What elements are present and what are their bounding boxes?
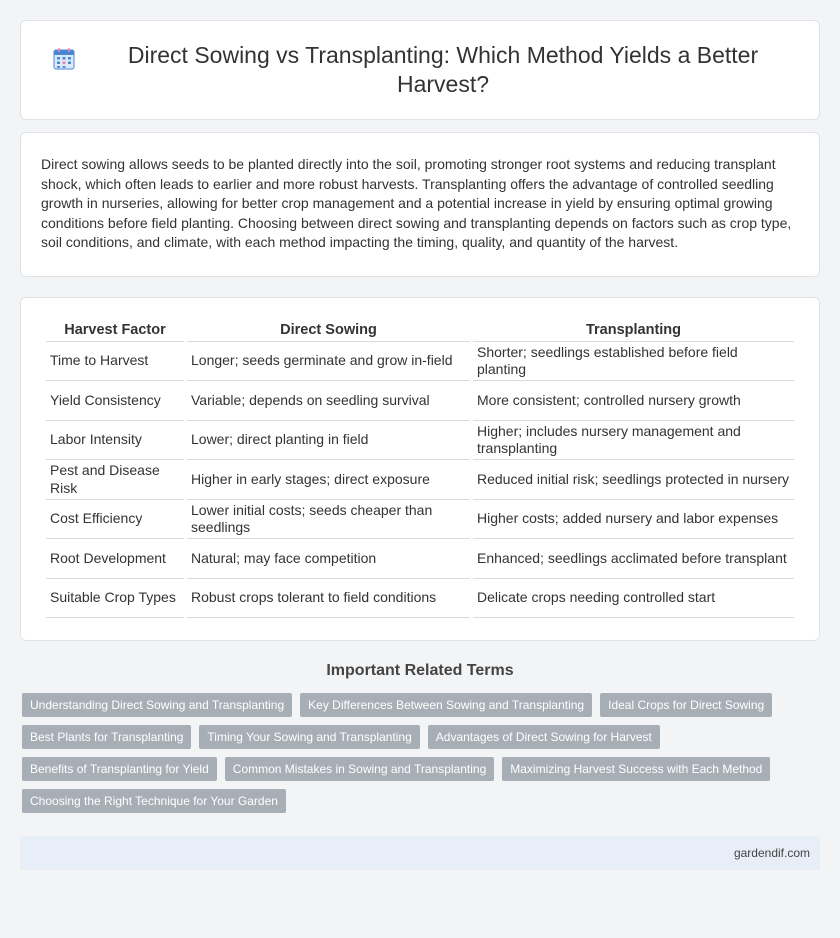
factor-cell: Cost Efficiency: [46, 500, 184, 540]
table-row: [46, 539, 794, 579]
related-term-tag[interactable]: Key Differences Between Sowing and Transplanting: [300, 693, 592, 717]
header-harvest-factor: Harvest Factor: [46, 318, 184, 342]
transplanting-cell: Delicate crops needing controlled start: [473, 579, 794, 619]
table-header-row: [46, 318, 794, 342]
header-direct-sowing: Direct Sowing: [187, 318, 470, 342]
table-row: [46, 500, 794, 540]
direct-sowing-cell: Robust crops tolerant to field conditions: [187, 579, 470, 619]
direct-sowing-cell: Higher in early stages; direct exposure: [187, 460, 470, 500]
direct-sowing-cell: Variable; depends on seedling survival: [187, 381, 470, 421]
table-row: [46, 421, 794, 461]
direct-sowing-cell: Longer; seeds germinate and grow in-field: [187, 342, 470, 382]
related-term-tag[interactable]: Best Plants for Transplanting: [22, 725, 191, 749]
page-title: Direct Sowing vs Transplanting: Which Method Yields a Better Harvest?: [127, 42, 759, 97]
comparison-table: [43, 318, 797, 619]
related-term-tag[interactable]: Choosing the Right Technique for Your Garden: [22, 789, 286, 813]
intro-card: [20, 132, 820, 277]
related-terms-title: Important Related Terms: [326, 662, 514, 680]
related-term-tag[interactable]: Benefits of Transplanting for Yield: [22, 757, 217, 781]
direct-sowing-cell: Lower; direct planting in field: [187, 421, 470, 461]
transplanting-cell: More consistent; controlled nursery growth: [473, 381, 794, 421]
transplanting-cell: Reduced initial risk; seedlings protected in nursery: [473, 460, 794, 500]
related-term-tag[interactable]: Maximizing Harvest Success with Each Method: [502, 757, 770, 781]
factor-cell: Time to Harvest: [46, 342, 184, 382]
related-term-tag[interactable]: Common Mistakes in Sowing and Transplanting: [225, 757, 494, 781]
related-terms-list: [22, 693, 818, 821]
header-card: [20, 20, 820, 120]
direct-sowing-cell: Lower initial costs; seeds cheaper than seedlings: [187, 500, 470, 540]
related-term-tag[interactable]: Timing Your Sowing and Transplanting: [199, 725, 419, 749]
intro-paragraph: Direct sowing allows seeds to be planted directly into the soil, promoting stronger root systems and reducing transplant shock, which often leads to earlier and more robust harvests. Transplanting offers the advantage of controlled seedling growth in nurseries, allowing for better crop management and a potential increase in yield by ensuring optimal growing conditions before field planting. Choosing between direct sowing and transplanting depends on factors such as crop type, soil conditions, and climate, with each method impacting the timing, quality, and quantity of the harvest.: [41, 156, 792, 251]
table-row: [46, 579, 794, 619]
related-term-tag[interactable]: Advantages of Direct Sowing for Harvest: [428, 725, 660, 749]
calendar-icon: [52, 47, 76, 71]
factor-cell: Labor Intensity: [46, 421, 184, 461]
factor-cell: Pest and Disease Risk: [46, 460, 184, 500]
factor-cell: Suitable Crop Types: [46, 579, 184, 619]
factor-cell: Root Development: [46, 539, 184, 579]
transplanting-cell: Shorter; seedlings established before field planting: [473, 342, 794, 382]
header-inner: [52, 41, 788, 99]
table-row: [46, 342, 794, 382]
table-row: [46, 381, 794, 421]
comparison-table-card: [20, 297, 820, 642]
footer-site-link[interactable]: gardendif.com: [733, 846, 810, 861]
header-transplanting: Transplanting: [473, 318, 794, 342]
table-row: [46, 460, 794, 500]
footer: [20, 836, 820, 870]
transplanting-cell: Enhanced; seedlings acclimated before transplant: [473, 539, 794, 579]
direct-sowing-cell: Natural; may face competition: [187, 539, 470, 579]
related-term-tag[interactable]: Understanding Direct Sowing and Transplanting: [22, 693, 292, 717]
transplanting-cell: Higher costs; added nursery and labor expenses: [473, 500, 794, 540]
related-term-tag[interactable]: Ideal Crops for Direct Sowing: [600, 693, 772, 717]
transplanting-cell: Higher; includes nursery management and transplanting: [473, 421, 794, 461]
factor-cell: Yield Consistency: [46, 381, 184, 421]
